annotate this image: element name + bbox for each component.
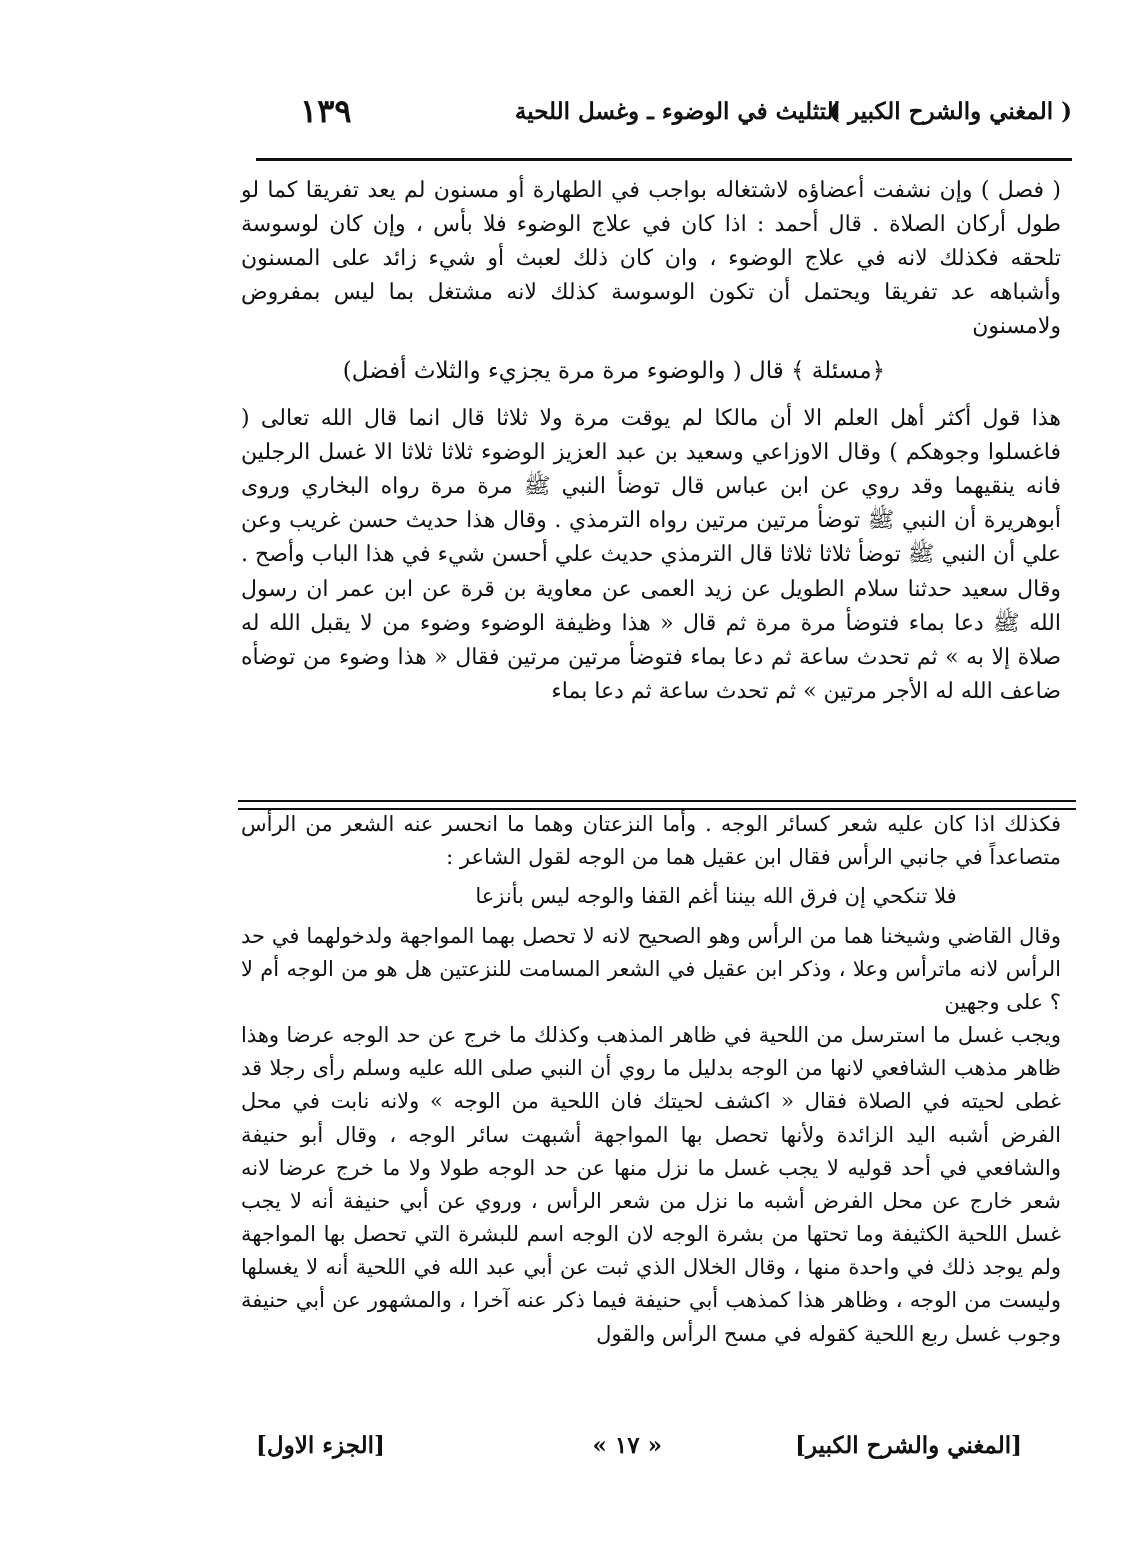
footer-volume: [الجزء الاول] bbox=[256, 1432, 385, 1459]
page-footer bbox=[256, 1432, 1072, 1476]
poetry-verse: فلا تنكحي إن فرق الله بيننا أغم القفا والوجه ليس بأنزعا bbox=[475, 884, 957, 909]
sharh-paragraph: وقال القاضي وشيخنا هما من الرأس وهو الصحيح لانه لا تحصل بهما المواجهة ولدخولهما في حد الرأس لانه ماترأس وعلا ، وذكر ابن عقيل في الشعر المسامت للنزعتين هل هو من الوجه أم لا ؟ على وجهين bbox=[241, 923, 1061, 1014]
running-section-title: التثليث في الوضوء ـ وغسل اللحية bbox=[514, 98, 840, 125]
page-number: ١٣٩ bbox=[300, 92, 352, 130]
page-header bbox=[256, 92, 1072, 152]
masala-heading: ﴿مسئلة ﴾ قال ( والوضوء مرة مرة يجزيء والثلاث أفضل) bbox=[342, 358, 885, 385]
footer-book-title: [المغني والشرح الكبير] bbox=[795, 1432, 1022, 1459]
sharh-paragraph: ويجب غسل ما استرسل من اللحية في ظاهر المذهب وكذلك ما خرج عن حد الوجه عرضا وهذا ظاهر مذهب الشافعي لانها من الوجه بدليل ما روي أن النبي صلى الله عليه وسلم رأى رجلا قد غطى لحيته في الصلاة فقال « اكشف لحيتك فان اللحية من الوجه » ولانه نابت في محل الفرض أشبه اليد الزائدة ولأنها تحصل بها المواجهة أشبهت سائر الوجه ، وقال أبو حنيفة والشافعي في أحد قوليه لا يجب غسل ما نزل منها عن حد الوجه طولا ولا ما خرج عرضا لانه شعر خارج عن محل الفرض أشبه ما نزل من شعر الرأس ، وروي عن أبي حنيفة أنه لا يجب غسل اللحية الكثيفة وما تحتها من بشرة الوجه لان الوجه اسم للبشرة التي تحصل بها المواجهة ولم يوجد ذلك في واحدة منها ، وقال الخلال الذي ثبت عن أبي عبد الله في اللحية أنه لا يغسلها وليست من الوجه ، وظاهر هذا كمذهب أبي حنيفة فيما ذكر عنه آخرا ، والمشهور عن أبي حنيفة وجوب غسل ربع اللحية كقوله في مسح الرأس والقول bbox=[241, 1023, 1061, 1346]
fasl-paragraph: ( فصل ) وإن نشفت أعضاؤه لاشتغاله بواجب في الطهارة أو مسنون لم يعد تفريقا كما لو طول أركان الصلاة . قال أحمد : اذا كان في علاج الوضوء فلا بأس ، وإن كان لوسوسة تلحقه فكذلك لانه في علاج الوضوء ، وان كان ذلك لعبث أو شيء زائد على المسنون وأشباهه عد تفريقا ويحتمل أن تكون الوسوسة كذلك لانه مشتغل بما ليس بمفروض ولامسنون bbox=[241, 178, 1061, 340]
footer-signature: « ١٧ » bbox=[592, 1432, 662, 1459]
header-rule bbox=[256, 158, 1072, 161]
sharh-text bbox=[241, 808, 1061, 1351]
commentary-paragraph: هذا قول أكثر أهل العلم الا أن مالكا لم يوقت مرة ولا ثلاثا قال انما قال الله تعالى ( فاغسلوا وجوهكم ) وقال الاوزاعي وسعيد بن عبد العزيز الوضوء ثلاثا ثلاثا الا غسل الرجلين فانه ينقيهما وقد روي عن ابن عباس قال توضأ النبي ﷺ مرة مرة رواه البخاري وروى أبوهريرة أن النبي ﷺ توضأ مرتين مرتين رواه الترمذي . وقال هذا حديث حسن غريب وعن علي أن النبي ﷺ توضأ ثلاثا ثلاثا قال الترمذي حديث علي أحسن شيء في هذا الباب وأصح . وقال سعيد حدثنا سلام الطويل عن زيد العمى عن معاوية بن قرة عن ابن عمر ان رسول الله ﷺ دعا بماء فتوضأ مرة مرة ثم قال « هذا وظيفة الوضوء وضوء من لا يقبل الله له صلاة إلا به » ثم تحدث ساعة ثم دعا بماء فتوضأ مرتين مرتين فقال « هذا وضوء من توضأه ضاعف الله له الأجر مرتين » ثم تحدث ساعة ثم دعا بماء bbox=[241, 406, 1061, 704]
sharh-paragraph: فكذلك اذا كان عليه شعر كسائر الوجه . وأما النزعتان وهما ما انحسر عنه الشعر من الرأس متصاعداً في جانبي الرأس فقال ابن عقيل هما من الوجه لقول الشاعر : bbox=[241, 812, 1061, 870]
main-text bbox=[241, 174, 1061, 719]
running-book-title: ( المغني والشرح الكبير ) bbox=[829, 98, 1072, 125]
